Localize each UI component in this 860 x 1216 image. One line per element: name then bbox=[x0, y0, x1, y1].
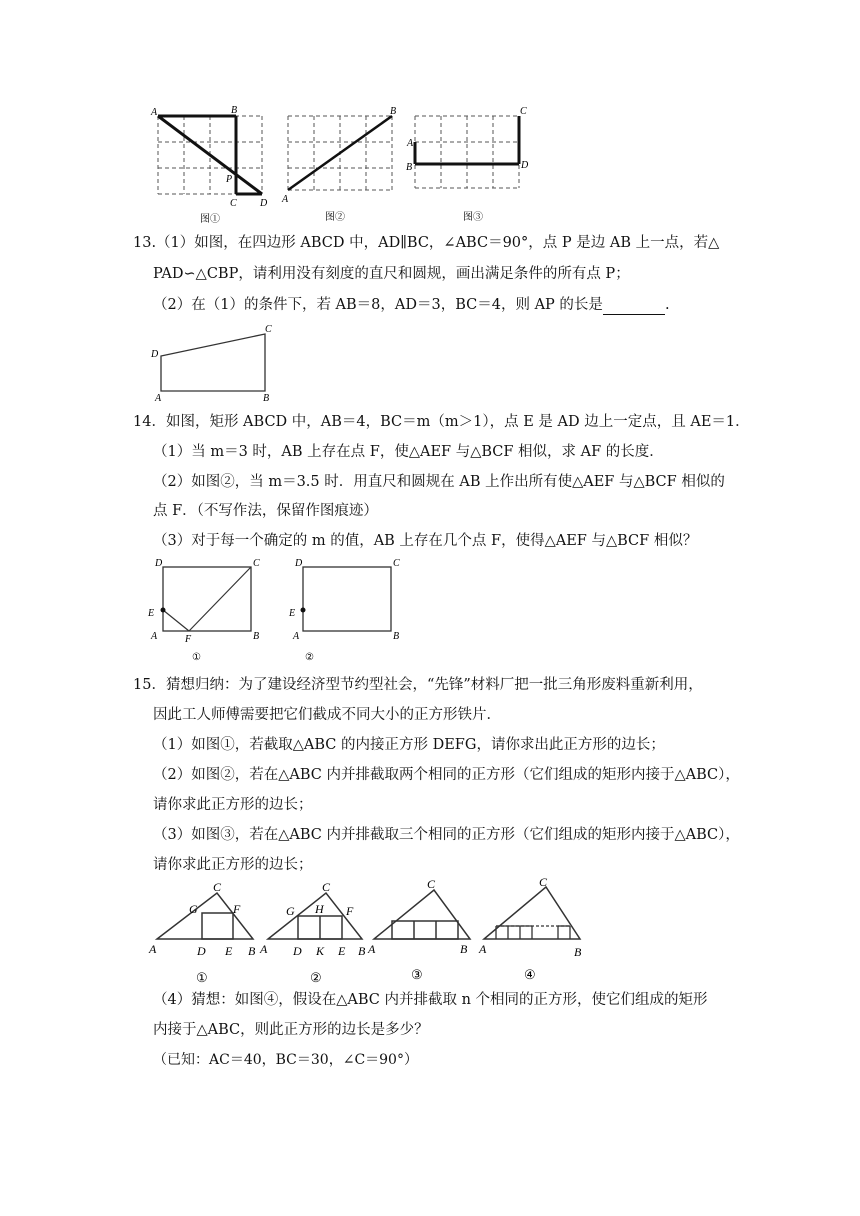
label-A: A bbox=[293, 631, 300, 642]
label-G: G bbox=[286, 904, 295, 918]
q15-line-6: （3）如图③，若在△ABC 内并排截取三个相同的正方形（它们组成的矩形内接于△ABC）， bbox=[153, 827, 740, 843]
figure-caption: 图③ bbox=[463, 212, 483, 223]
label-E: E bbox=[338, 944, 346, 958]
label-E: E bbox=[289, 608, 296, 619]
label-B: B bbox=[460, 942, 468, 956]
label-D: D bbox=[260, 198, 268, 209]
figure-caption: ② bbox=[305, 652, 314, 663]
q15-line-9: 内接于△ABC，则此正方形的边长是多少？ bbox=[153, 1022, 429, 1038]
q13-line-1: 13.（1）如图，在四边形 ABCD 中，AD∥BC，∠ABC＝90°，点 P 是边 AB 上一点，若△ bbox=[133, 235, 720, 251]
label-E: E bbox=[148, 608, 155, 619]
answer-blank bbox=[603, 300, 665, 315]
figure-caption: ③ bbox=[411, 967, 423, 982]
label-C: C bbox=[322, 880, 331, 894]
grid-figure-2 bbox=[280, 100, 405, 225]
label-B: B bbox=[406, 162, 413, 173]
label-D: D bbox=[155, 558, 163, 569]
label-C: C bbox=[253, 558, 260, 569]
label-B: B bbox=[253, 631, 260, 642]
label-A: A bbox=[151, 107, 158, 118]
label-B: B bbox=[393, 631, 400, 642]
q15-figure-4 bbox=[476, 875, 591, 990]
q15-line-1: 15．猜想归纳：为了建设经济型节约型社会，“先锋”材料厂把一批三角形废料重新利用， bbox=[133, 677, 703, 693]
label-H: H bbox=[315, 902, 324, 916]
label-C: C bbox=[520, 106, 527, 117]
label-E: E bbox=[225, 944, 233, 958]
q15-figure-2 bbox=[258, 875, 373, 990]
label-B: B bbox=[574, 945, 582, 959]
figure-caption: 图② bbox=[325, 212, 345, 223]
q14-line-4: 点 F．（不写作法，保留作图痕迹） bbox=[153, 503, 378, 519]
label-D: D bbox=[295, 558, 303, 569]
grid-figure-1 bbox=[145, 100, 270, 225]
q14-line-5: （3）对于每一个确定的 m 的值，AB 上存在几个点 F，使得△AEF 与△BCF 相似？ bbox=[153, 533, 698, 549]
label-G: G bbox=[189, 902, 198, 916]
label-B: B bbox=[248, 944, 256, 958]
q14-line-3: （2）如图②，当 m＝3.5 时．用直尺和圆规在 AB 上作出所有使△AEF 与△BCF 相似的 bbox=[153, 474, 725, 490]
label-C: C bbox=[230, 198, 237, 209]
label-A: A bbox=[260, 942, 268, 956]
label-C: C bbox=[265, 324, 272, 335]
label-B: B bbox=[358, 944, 366, 958]
figure-caption: ④ bbox=[524, 967, 536, 982]
label-D: D bbox=[151, 349, 159, 360]
figure-caption: ① bbox=[192, 652, 201, 663]
q14-line-2: （1）当 m＝3 时，AB 上存在点 F，使△AEF 与△BCF 相似，求 AF 的长度． bbox=[153, 444, 664, 460]
q13-line-3 bbox=[153, 295, 670, 315]
label-B: B bbox=[231, 105, 238, 116]
q15-figure-1 bbox=[145, 875, 270, 990]
label-P: P bbox=[226, 174, 233, 185]
figure-caption: ① bbox=[196, 970, 208, 985]
label-D: D bbox=[293, 944, 302, 958]
q15-line-2: 因此工人师傅需要把它们截成不同大小的正方形铁片． bbox=[153, 707, 501, 723]
grid-figure-3 bbox=[405, 100, 530, 225]
q13-line-2: PAD∽△CBP，请利用没有刻度的直尺和圆规，画出满足条件的所有点 P； bbox=[153, 266, 630, 282]
label-D: D bbox=[197, 944, 206, 958]
q14-figure-1 bbox=[145, 553, 270, 665]
label-D: D bbox=[521, 160, 529, 171]
q13-line-3-text: （2）在（1）的条件下，若 AB＝8，AD＝3，BC＝4，则 AP 的长是 bbox=[153, 297, 603, 313]
label-A: A bbox=[282, 194, 289, 205]
q15-line-10: （已知：AC＝40，BC＝30，∠C＝90°） bbox=[153, 1052, 418, 1068]
label-C: C bbox=[539, 875, 548, 889]
label-B: B bbox=[263, 393, 270, 402]
label-K: K bbox=[316, 944, 325, 958]
label-A: A bbox=[407, 138, 414, 149]
label-A: A bbox=[155, 393, 162, 402]
label-A: A bbox=[479, 942, 487, 956]
q15-line-3: （1）如图①，若截取△ABC 的内接正方形 DEFG，请你求出此正方形的边长； bbox=[153, 737, 665, 753]
label-F: F bbox=[346, 904, 354, 918]
q14-line-1: 14．如图，矩形 ABCD 中，AB＝4，BC＝m（m＞1），点 E 是 AD 边上一定点，且 AE＝1． bbox=[133, 414, 750, 430]
q13-line-3-end: . bbox=[664, 297, 670, 313]
q14-figure-2 bbox=[285, 553, 410, 665]
figure-caption: ② bbox=[310, 970, 322, 985]
figure-caption: 图① bbox=[200, 214, 220, 225]
label-C: C bbox=[213, 880, 222, 894]
label-C: C bbox=[393, 558, 400, 569]
label-A: A bbox=[151, 631, 158, 642]
q15-line-5: 请你求此正方形的边长； bbox=[153, 797, 313, 813]
q13-figure bbox=[145, 320, 280, 402]
label-F: F bbox=[185, 634, 192, 645]
label-C: C bbox=[427, 877, 436, 891]
q15-line-8: （4）猜想：如图④，假设在△ABC 内并排截取 n 个相同的正方形，使它们组成的矩形 bbox=[153, 992, 708, 1008]
label-A: A bbox=[368, 942, 376, 956]
label-A: A bbox=[149, 942, 157, 956]
q15-line-4: （2）如图②，若在△ABC 内并排截取两个相同的正方形（它们组成的矩形内接于△ABC）， bbox=[153, 767, 740, 783]
label-B: B bbox=[390, 106, 397, 117]
q15-line-7: 请你求此正方形的边长； bbox=[153, 857, 313, 873]
label-F: F bbox=[233, 902, 241, 916]
q15-figure-3 bbox=[366, 875, 481, 990]
